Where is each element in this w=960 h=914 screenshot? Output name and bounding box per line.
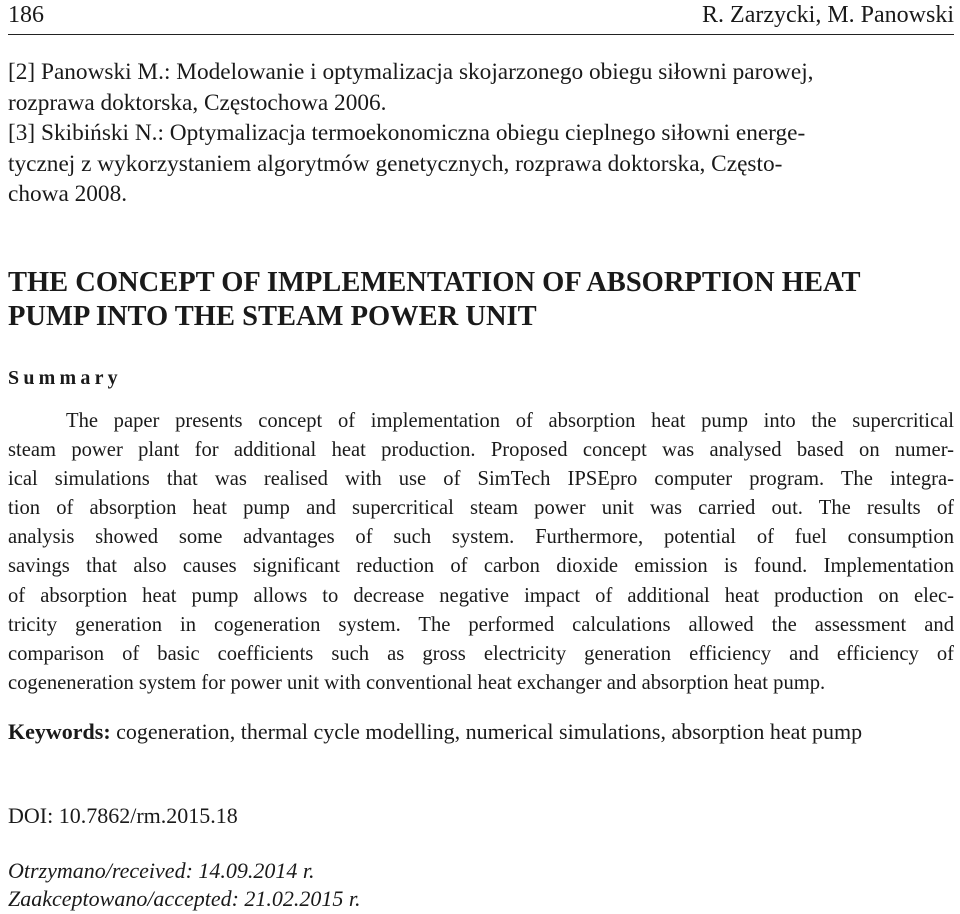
abstract-line: savings that also causes significant reduction of carbon dioxide emission is found. Implementation (8, 555, 954, 578)
abstract-line: of absorption heat pump allows to decrease negative impact of additional heat production on elec- (8, 584, 954, 607)
reference-item (8, 118, 952, 210)
title-line: THE CONCEPT OF IMPLEMENTATION OF ABSORPTION HEAT (8, 267, 861, 298)
page-header (8, 0, 954, 35)
abstract-line: tion of absorption heat pump and supercritical steam power unit was carried out. The results of (8, 497, 954, 520)
abstract-line: comparison of basic coefficients such as gross electricity generation efficiency and efficiency of (8, 642, 954, 665)
title-line: PUMP INTO THE STEAM POWER UNIT (8, 301, 537, 332)
abstract-line: tricity generation in cogeneration system. The performed calculations allowed the assessment and (8, 613, 954, 636)
abstract-line: analysis showed some advantages of such system. Furthermore, potential of fuel consumption (8, 526, 954, 549)
abstract-line: cogeneneration system for power unit with conventional heat exchanger and absorption heat pump. (8, 671, 826, 694)
doi: DOI: 10.7862/rm.2015.18 (8, 803, 238, 828)
abstract-line: steam power plant for additional heat production. Proposed concept was analysed based on numer- (8, 439, 954, 462)
reference-item (8, 57, 952, 118)
reference-line: tycznej z wykorzystaniem algorytmów genetycznych, rozprawa doktorska, Często- (8, 150, 783, 177)
keywords-label: Keywords: (8, 719, 111, 744)
paper-title (8, 266, 952, 334)
page-number: 186 (8, 2, 44, 28)
reference-line: rozprawa doktorska, Częstochowa 2006. (8, 89, 387, 116)
reference-line: [3] Skibiński N.: Optymalizacja termoekonomiczna obiegu cieplnego siłowni energe- (8, 120, 806, 146)
reference-line: chowa 2008. (8, 181, 128, 207)
keywords-text: cogeneration, thermal cycle modelling, numerical simulations, absorption heat pump (116, 719, 863, 744)
running-head-authors: R. Zarzycki, M. Panowski (702, 2, 954, 28)
reference-line: [2] Panowski M.: Modelowanie i optymalizacja skojarzonego obiegu siłowni parowej, (8, 59, 814, 85)
submission-dates (8, 857, 361, 913)
accepted-date: Zaakceptowano/accepted: 21.02.2015 r. (8, 886, 361, 911)
abstract-line: The paper presents concept of implementation of absorption heat pump into the supercritical (66, 410, 954, 432)
reference-list (8, 57, 952, 210)
summary-abstract (8, 407, 954, 698)
abstract-line: ical simulations that was realised with use of SimTech IPSEpro computer program. The integra- (8, 468, 954, 491)
summary-heading: Summary (8, 367, 122, 389)
keywords (8, 719, 862, 745)
received-date: Otrzymano/received: 14.09.2014 r. (8, 858, 315, 883)
